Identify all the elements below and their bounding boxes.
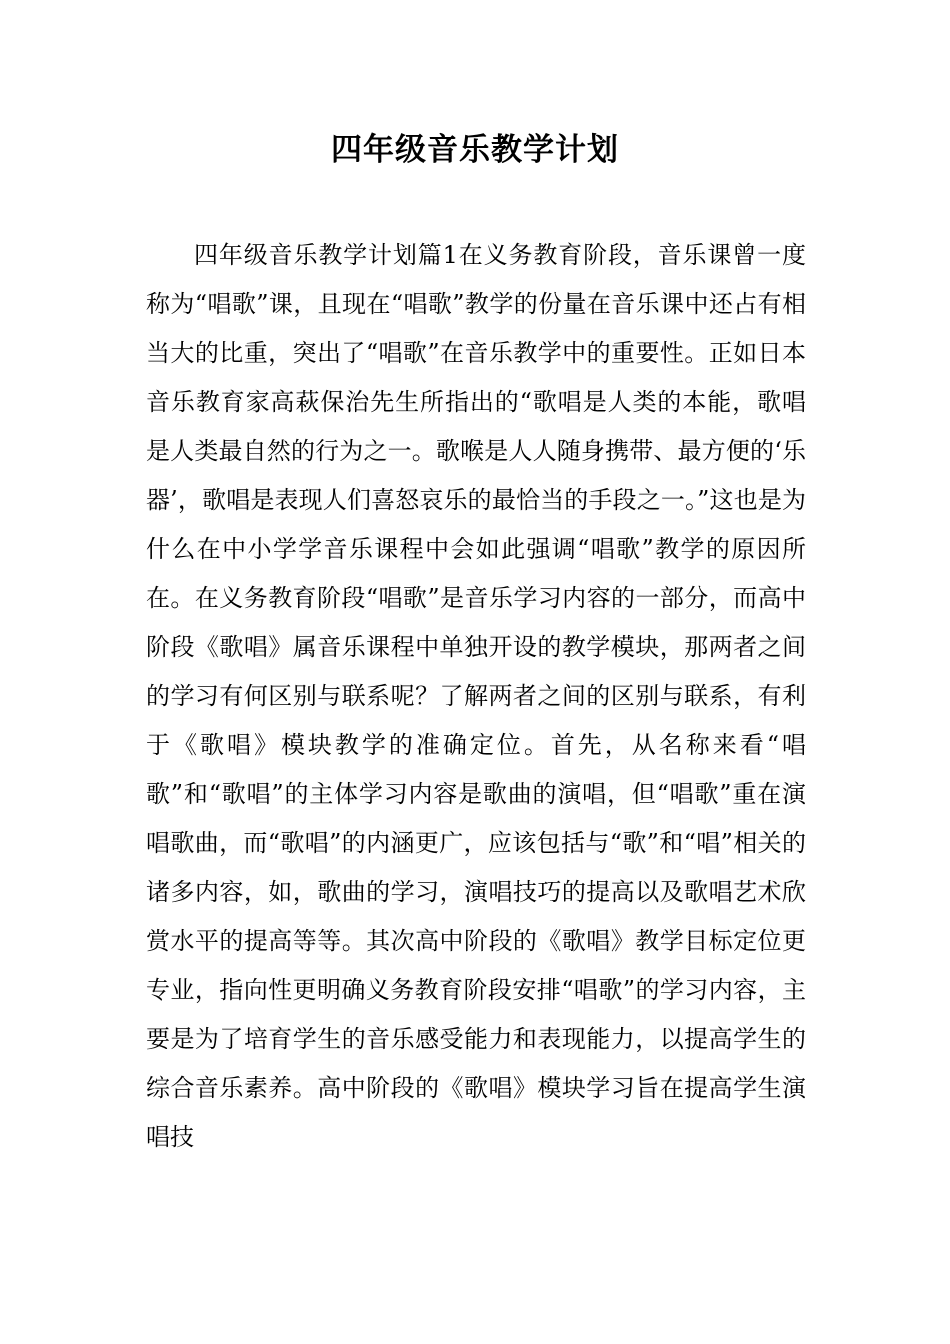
document-title: 四年级音乐教学计划 xyxy=(331,132,619,168)
body-paragraph: 四年级音乐教学计划篇1在义务教育阶段，音乐课曾一度称为“唱歌”课，且现在“唱歌”教学的份量在音乐课中还占有相当大的比重，突出了“唱歌”在音乐教学中的重要性。正如日本音乐教育家高萩保治先生所指出的“歌唱是人类的本能，歌唱是人类最自然的行为之一。歌喉是人人随身携带、最方便的‘乐器’，歌唱是表现人们喜怒哀乐的最恰当的手段之一。”这也是为什么在中小学学音乐课程中会如此强调“唱歌”教学的原因所在。在义务教育阶段“唱歌”是音乐学习内容的一部分，而高中阶段《歌唱》属音乐课程中单独开设的教学模块，那两者之间的学习有何区别与联系呢？了解两者之间的区别与联系，有利于《歌唱》模块教学的准确定位。首先，从名称来看“唱歌”和“歌唱”的主体学习内容是歌曲的演唱，但“唱歌”重在演唱歌曲，而“歌唱”的内涵更广，应该包括与“歌”和“唱”相关的诸多内容，如，歌曲的学习，演唱技巧的提高以及歌唱艺术欣赏水平的提高等等。其次高中阶段的《歌唱》教学目标定位更专业，指向性更明确义务教育阶段安排“唱歌”的学习内容，主要是为了培育学生的音乐感受能力和表现能力，以提高学生的综合音乐素养。高中阶段的《歌唱》模块学习旨在提高学生演唱技 xyxy=(146,241,806,1151)
